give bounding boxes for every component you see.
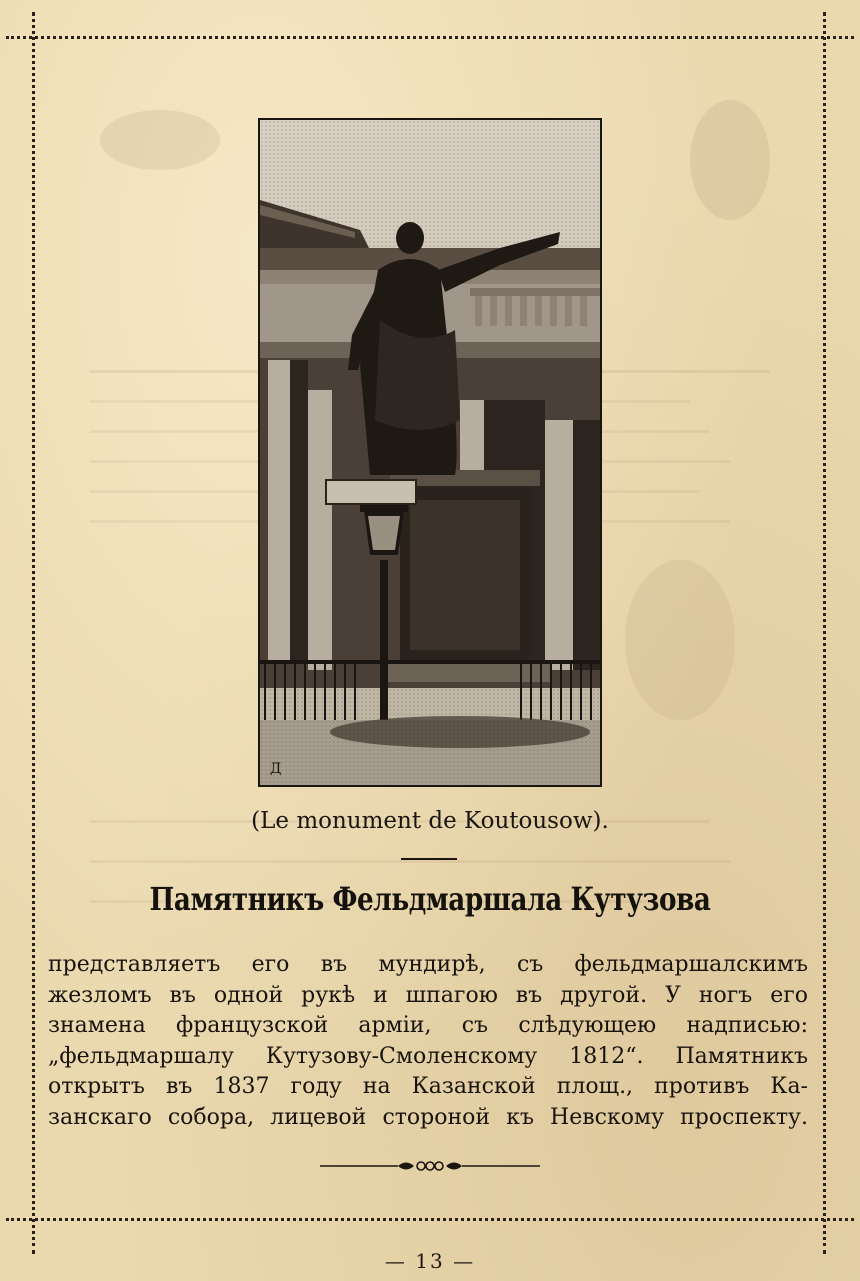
monument-photo-illustration	[260, 120, 600, 785]
monument-photograph	[258, 118, 602, 787]
body-line: открытъ въ 1837 году на Казанской площ., противъ Ка-	[48, 1074, 808, 1099]
page-number: — 13 —	[384, 1249, 476, 1273]
engraver-signature: Д	[270, 761, 282, 777]
body-line: знамена французской арміи, съ слѣдующею надписью:	[48, 1013, 808, 1038]
body-line: занскаго собора, лицевой стороной къ Невскому проспекту.	[48, 1104, 808, 1130]
left-border-rule	[32, 12, 35, 1254]
top-border-rule	[6, 36, 854, 39]
caption-divider	[401, 858, 457, 860]
body-line: представляетъ его въ мундирѣ, съ фельдмаршалскимъ	[48, 952, 808, 977]
body-line: жезломъ въ одной рукѣ и шпагою въ другой. У ногъ его	[48, 982, 808, 1008]
decorative-ornament-icon	[320, 1156, 540, 1176]
bottom-border-rule	[6, 1218, 854, 1221]
section-title: Памятникъ Фельдмаршала Кутузова	[149, 880, 711, 918]
body-line: „фельдмаршалу Кутузову-Смоленскому 1812“. Памятникъ	[48, 1043, 808, 1069]
body-paragraph	[48, 950, 808, 1133]
photo-caption: (Le monument de Koutousow).	[251, 808, 609, 834]
right-border-rule	[823, 12, 826, 1254]
